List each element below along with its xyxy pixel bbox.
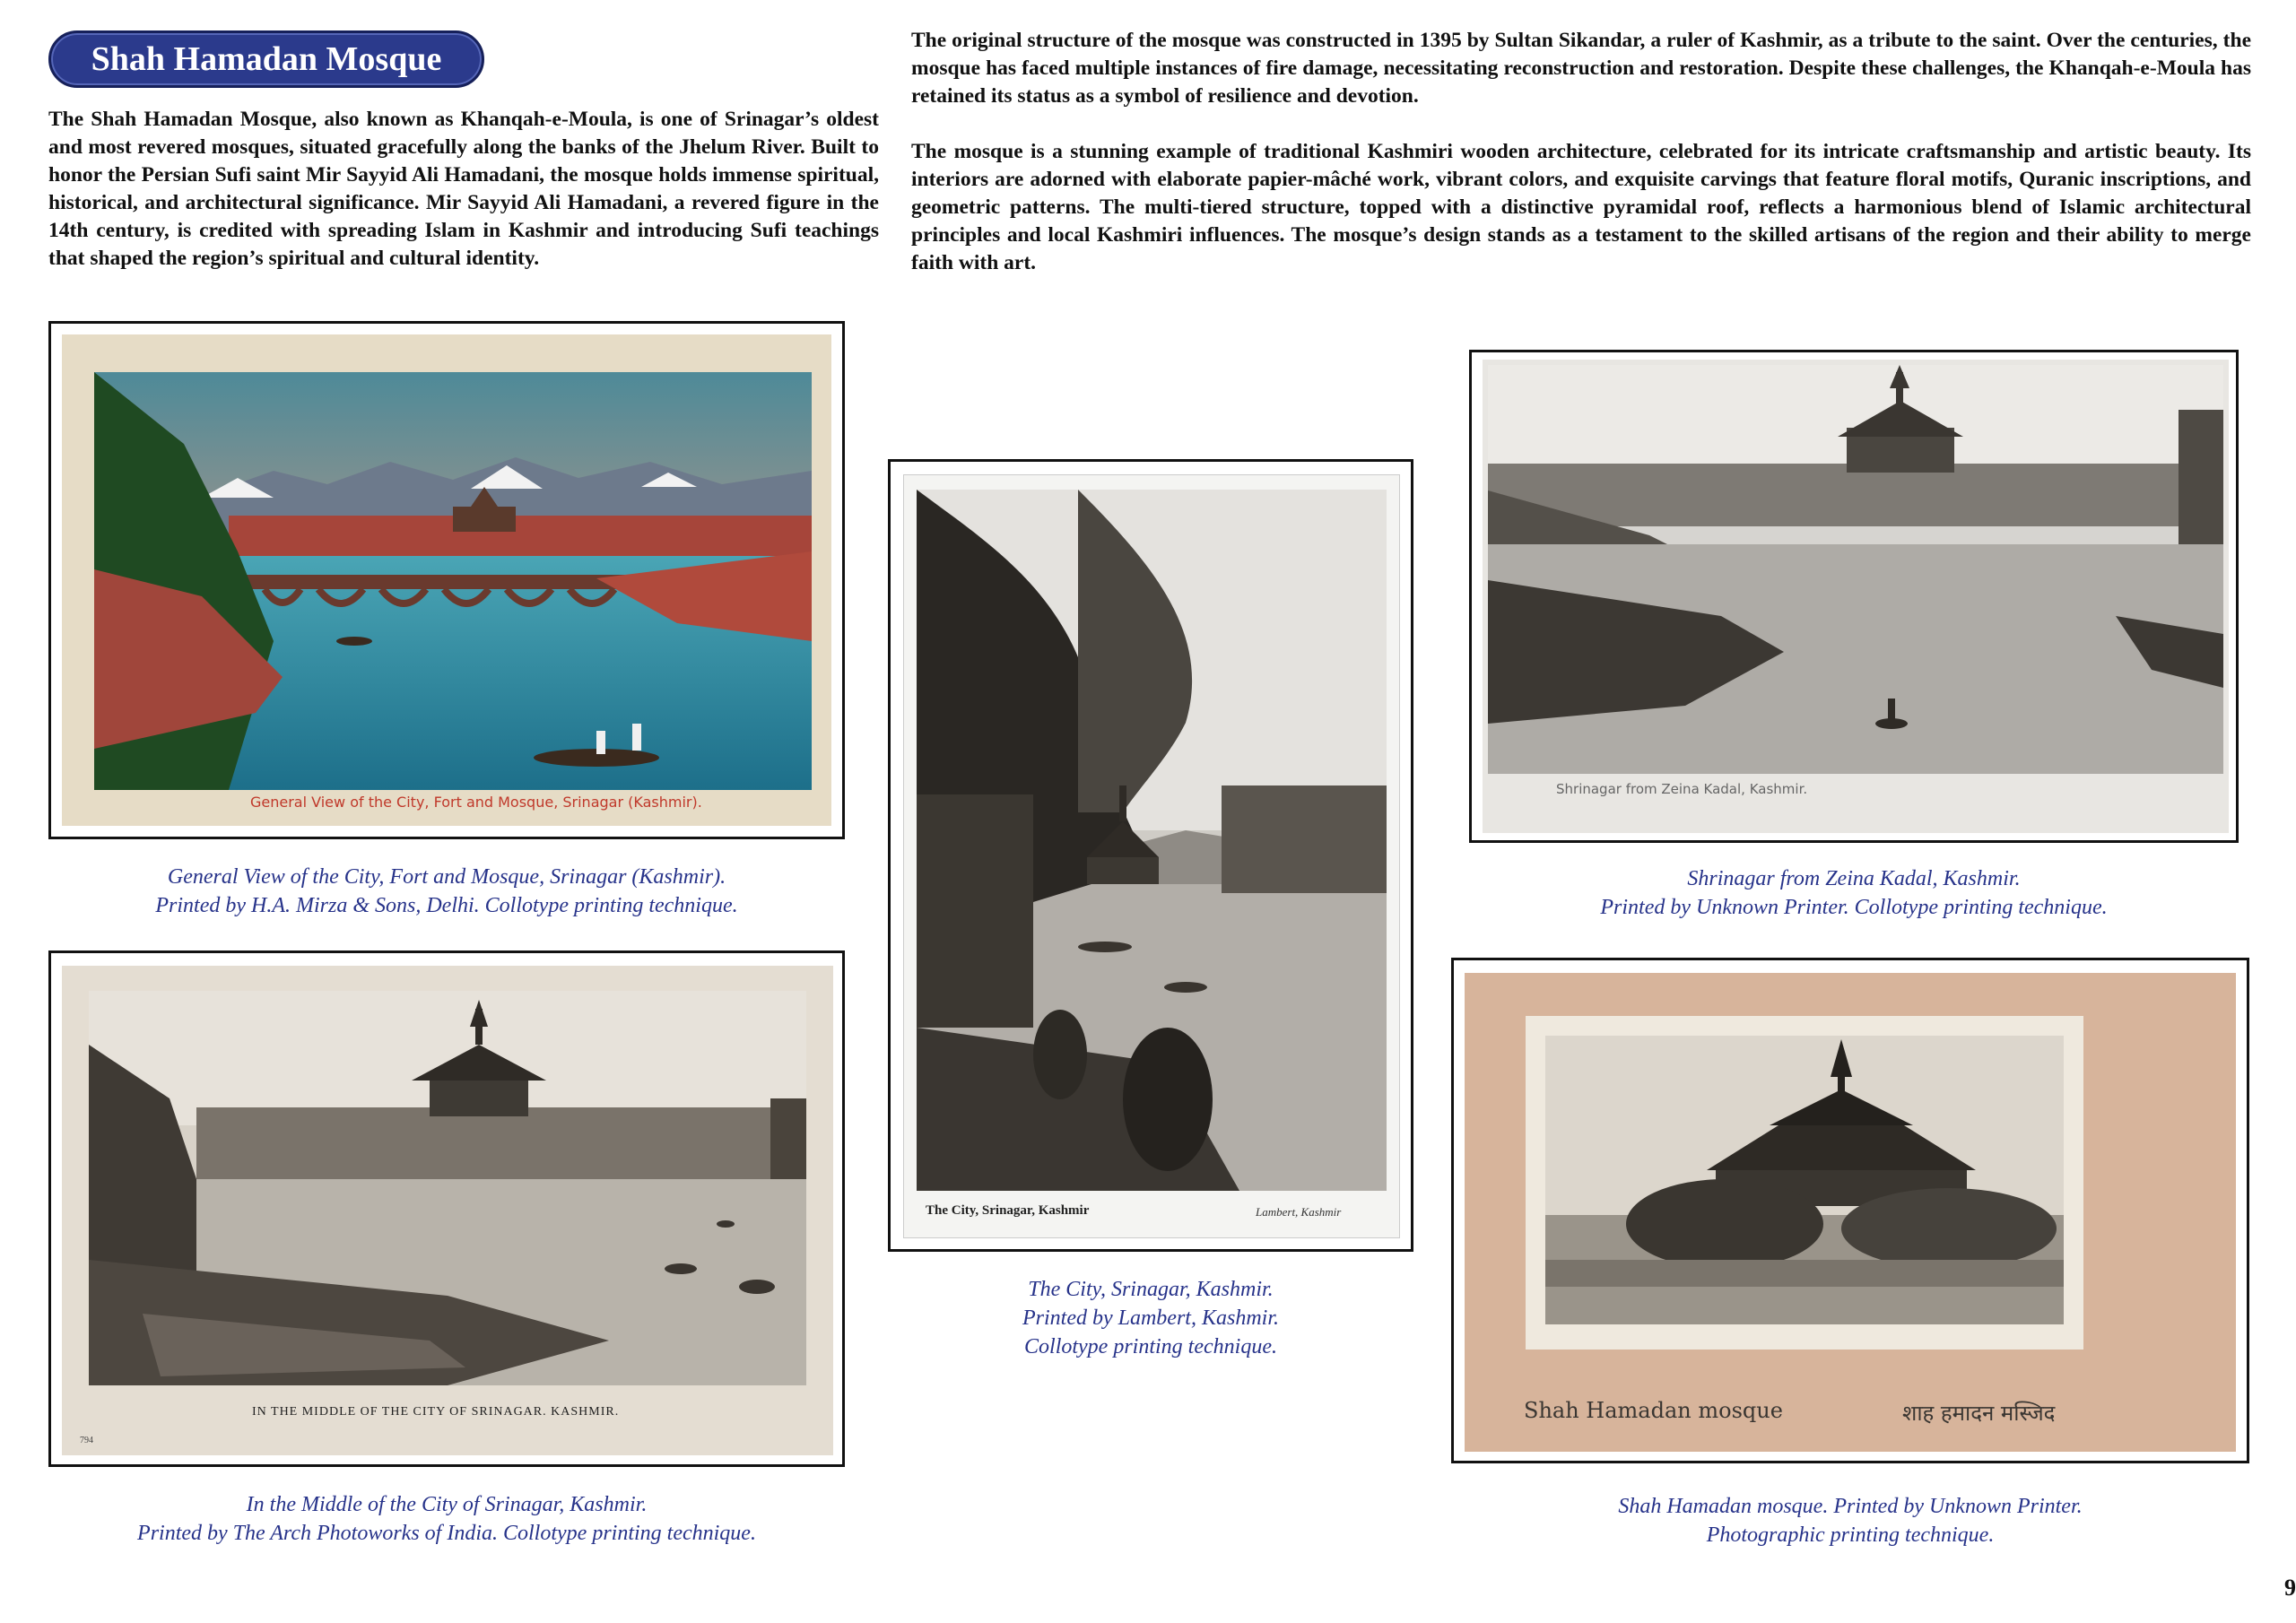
caption-the-city-title: The City, Srinagar, Kashmir.: [1028, 1278, 1274, 1301]
caption-zeina-kadal-printer: Printed by Unknown Printer. Collotype printing technique.: [1600, 896, 2108, 919]
page-number: 9: [2284, 1575, 2296, 1601]
architecture-paragraph: The mosque is a stunning example of traditional Kashmiri wooden architecture, celebrated for its intricate craftsmanship and artistic beauty. Its interiors are adorned with elaborate papier-mâché work, vibrant colors, and exquisite carvings that feature floral motifs, Quranic inscriptions, and geometric patterns. The multi-tiered structure, topped with a distinctive pyramidal roof, reflects a harmonious blend of Islamic architectural principles and local Kashmiri influences. The mosque’s design stands as a testament to the skilled artisans of the region and their ability to merge faith with art.: [911, 140, 2251, 274]
caption-zeina-kadal-title: Shrinagar from Zeina Kadal, Kashmir.: [1687, 867, 2021, 890]
postcard-card-label-general-view: General View of the City, Fort and Mosque, Srinagar (Kashmir).: [250, 794, 702, 811]
caption-the-city-printer: Printed by Lambert, Kashmir.: [1022, 1306, 1279, 1330]
caption-general-view-title: General View of the City, Fort and Mosque, Srinagar (Kashmir).: [167, 865, 726, 889]
postcard-shah-hamadan: [1465, 973, 2236, 1452]
postcard-frame-middle-city: [48, 950, 845, 1467]
postcard-mount-shah-hamadan: [1526, 1016, 2083, 1350]
caption-middle-city-title: In the Middle of the City of Srinagar, Kashmir.: [246, 1493, 648, 1516]
postcard-general-view: [62, 334, 831, 826]
postcard-frame-zeina-kadal: [1469, 350, 2239, 843]
postcard-photo-shah-hamadan: [1545, 1036, 2064, 1324]
caption-shah-hamadan-title: Shah Hamadan mosque. Printed by Unknown Printer.: [1618, 1495, 2083, 1518]
postcard-card-label-middle-city: IN THE MIDDLE OF THE CITY OF SRINAGAR. KASHMIR.: [252, 1405, 620, 1419]
postcard-zeina-kadal: [1483, 360, 2229, 833]
postcard-card-publisher-the-city: Lambert, Kashmir: [1256, 1205, 1342, 1219]
postcard-photo-middle-city: [89, 991, 806, 1385]
caption-the-city-technique: Collotype printing technique.: [1024, 1335, 1277, 1358]
postcard-the-city: [903, 474, 1400, 1238]
postcard-frame-the-city: [888, 459, 1413, 1252]
caption-shah-hamadan-technique: Photographic printing technique.: [1706, 1523, 1995, 1547]
postcard-card-label-zeina-kadal: Shrinagar from Zeina Kadal, Kashmir.: [1556, 781, 1808, 797]
caption-middle-city-printer: Printed by The Arch Photoworks of India. Collotype printing technique.: [137, 1522, 756, 1545]
postcard-card-number-middle-city: 794: [80, 1436, 93, 1445]
postcard-photo-general-view: [94, 372, 812, 790]
history-paragraph: The original structure of the mosque was constructed in 1395 by Sultan Sikandar, a ruler of Kashmir, as a tribute to the saint. Over the centuries, the mosque has faced multiple instances of fire damage, necessitating reconstruction and restoration. Despite these challenges, the Khanqah-e-Moula has retained its status as a symbol of resilience and devotion.: [911, 29, 2251, 108]
page-title: Shah Hamadan Mosque: [48, 30, 484, 88]
postcard-card-label-shah-hamadan: Shah Hamadan mosque: [1524, 1398, 1783, 1423]
postcard-card-label-the-city: The City, Srinagar, Kashmir: [926, 1203, 1090, 1218]
intro-paragraph: The Shah Hamadan Mosque, also known as Khanqah-e-Moula, is one of Srinagar’s oldest and most revered mosques, situated gracefully along the banks of the Jhelum River. Built to honor the Persian Sufi saint Mir Sayyid Ali Hamadani, the mosque holds immense spiritual, historical, and architectural significance. Mir Sayyid Ali Hamadani, a revered figure in the 14th century, is credited with spreading Islam in Kashmir and introducing Sufi teachings that shaped the region’s spiritual and cultural identity.: [48, 108, 879, 270]
caption-general-view-printer: Printed by H.A. Mirza & Sons, Delhi. Collotype printing technique.: [155, 894, 738, 917]
postcard-photo-the-city: [917, 490, 1387, 1191]
postcard-photo-zeina-kadal: [1488, 365, 2223, 774]
postcard-card-label-hindi-shah-hamadan: शाह हमादन मस्जिद: [1902, 1401, 2056, 1426]
postcard-frame-general-view: [48, 321, 845, 839]
postcard-frame-shah-hamadan: [1451, 958, 2249, 1463]
postcard-middle-city: [62, 966, 833, 1455]
